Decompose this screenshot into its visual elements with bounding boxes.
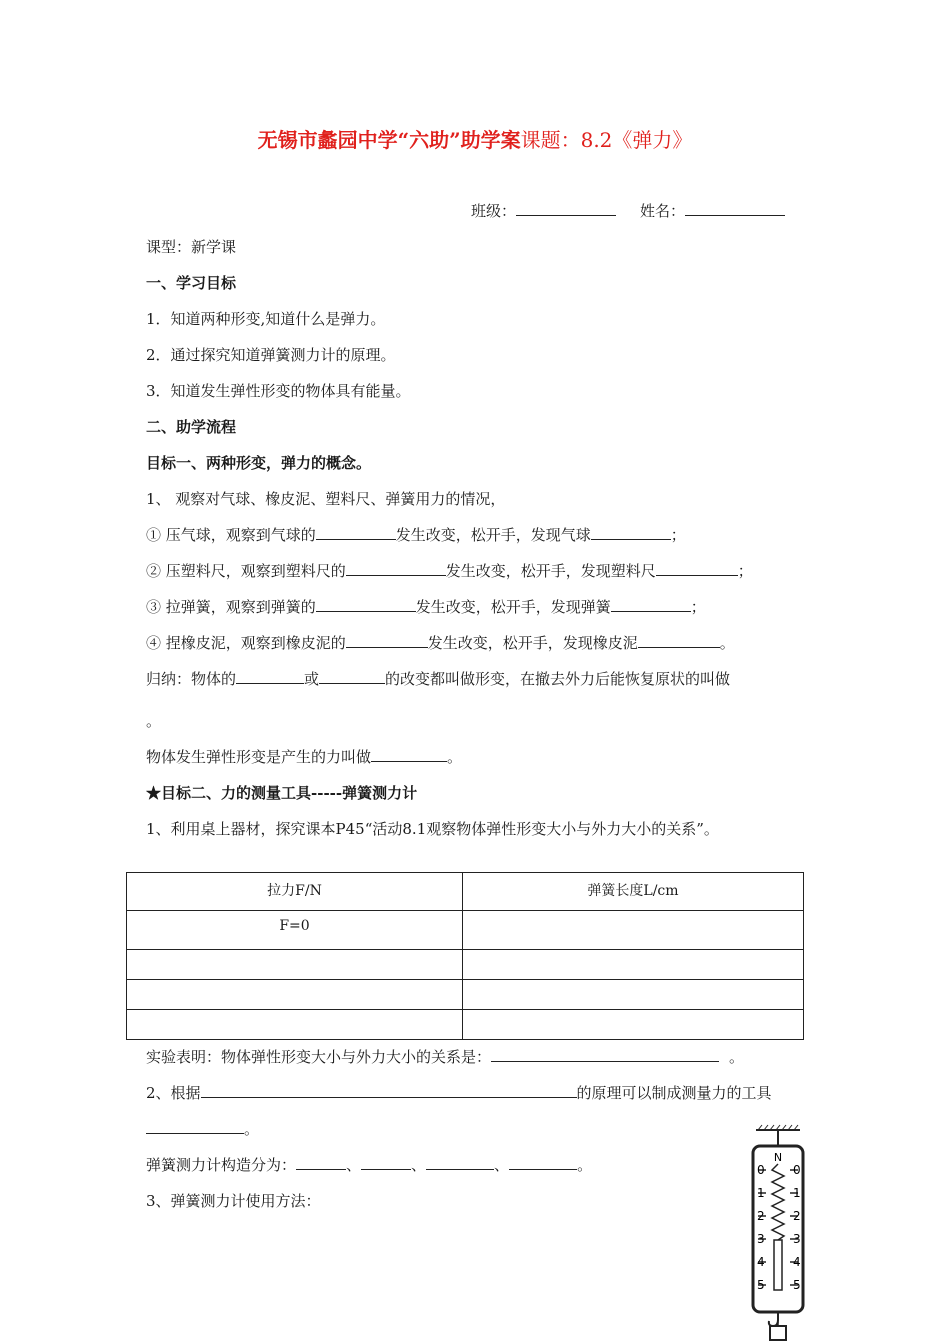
weight-block (770, 1326, 786, 1340)
bottom-hook (769, 1312, 778, 1326)
table-header-force: 拉力F/N (127, 873, 463, 911)
summary-end: 。 (146, 712, 162, 730)
elastic-a: 物体发生弹性形变是产生的力叫做 (146, 748, 372, 766)
summary-c: 的改变都叫做形变，在撤去外力后能恢复原状的叫做 (385, 670, 731, 688)
summary-b: 或 (304, 670, 320, 688)
question-3 (146, 1082, 772, 1103)
elastic-force-def (146, 746, 462, 767)
parts-blank-2[interactable] (361, 1155, 411, 1170)
spring-scale-figure (744, 1124, 812, 1342)
table-cell[interactable] (463, 911, 804, 950)
obs1-blank-2[interactable] (591, 525, 671, 540)
summary (146, 668, 730, 689)
scale-number: 3 (757, 1232, 765, 1246)
q3-a: 2、根据 (146, 1084, 201, 1102)
observation-3 (146, 596, 706, 617)
question-3-end (146, 1118, 259, 1139)
title-main: 无锡市蠡园中学“六助”助学案 (257, 128, 521, 152)
elastic-blank[interactable] (371, 747, 447, 762)
scale-number: 5 (757, 1278, 765, 1292)
observation-4 (146, 632, 735, 653)
scale-number: 0 (757, 1163, 765, 1177)
goal-1: 1．知道两种形变,知道什么是弹力。 (146, 310, 386, 328)
parts-a: 弹簧测力计构造分为： (146, 1156, 297, 1174)
section-heading-process: 二、助学流程 (146, 418, 237, 436)
summary-a: 归纳：物体的 (146, 670, 237, 688)
class-field[interactable] (471, 200, 616, 221)
obs1-blank-1[interactable] (316, 525, 396, 540)
table-row (127, 1010, 804, 1040)
scale-number: 4 (793, 1255, 801, 1269)
obs4-c: 。 (719, 634, 735, 652)
pointer-rod (774, 1240, 782, 1290)
table-cell[interactable] (463, 980, 804, 1010)
experiment-result (146, 1046, 744, 1067)
obs2-blank-1[interactable] (346, 561, 446, 576)
obs1-b: 发生改变，松开手，发现气球 (395, 526, 591, 544)
result-blank[interactable] (491, 1047, 719, 1062)
obs2-b: 发生改变，松开手，发现塑料尺 (445, 562, 656, 580)
table-row (127, 950, 804, 980)
q3-blank-1[interactable] (201, 1083, 577, 1098)
obs4-blank-2[interactable] (638, 633, 720, 648)
title-sub: 课题：8.2《弹力》 (520, 128, 693, 152)
obs3-a: ③ 拉弹簧，观察到弹簧的 (146, 598, 316, 616)
question-2: 1、利用桌上器材，探究课本P45“活动8.1观察物体弹性形变大小与外力大小的关系”。 (146, 820, 719, 838)
parts-sep: 、 (346, 1156, 362, 1174)
name-field[interactable] (640, 200, 785, 221)
obs2-a: ② 压塑料尺，观察到塑料尺的 (146, 562, 346, 580)
scale-number: 2 (757, 1209, 765, 1223)
table-header-length: 弹簧长度L/cm (463, 873, 804, 911)
scale-number: 0 (793, 1163, 801, 1177)
target-2-heading: ★目标二、力的测量工具-----弹簧测力计 (146, 784, 418, 802)
table-cell[interactable]: F=0 (127, 911, 463, 950)
summary-blank-2[interactable] (319, 669, 385, 684)
scale-number: 2 (793, 1209, 801, 1223)
target-1-heading: 目标一、两种形变，弹力的概念。 (146, 454, 372, 472)
class-blank[interactable] (516, 201, 616, 216)
obs1-a: ① 压气球，观察到气球的 (146, 526, 316, 544)
table-header-row (127, 873, 804, 911)
class-label: 班级： (471, 202, 517, 220)
parts-end: 。 (577, 1156, 593, 1174)
goal-3: 3．知道发生弹性形变的物体具有能量。 (146, 382, 411, 400)
scale-number: 3 (793, 1232, 801, 1246)
name-label: 姓名： (640, 202, 686, 220)
obs4-blank-1[interactable] (346, 633, 428, 648)
parts-blank-3[interactable] (426, 1155, 494, 1170)
parts-sep: 、 (411, 1156, 427, 1174)
scale-number: 1 (793, 1186, 801, 1200)
elastic-b: 。 (447, 748, 463, 766)
result-b: 。 (729, 1048, 745, 1066)
goal-2: 2．通过探究知道弹簧测力计的原理。 (146, 346, 396, 364)
obs4-b: 发生改变，松开手，发现橡皮泥 (427, 634, 638, 652)
table-cell[interactable] (463, 1010, 804, 1040)
table-row (127, 980, 804, 1010)
q3-blank-2[interactable] (146, 1119, 244, 1134)
page-title (0, 124, 950, 153)
table-row (127, 911, 804, 950)
obs3-blank-2[interactable] (611, 597, 691, 612)
scale-number: 5 (793, 1278, 801, 1292)
lesson-type: 课型：新学课 (146, 238, 237, 256)
question-4: 3、弹簧测力计使用方法： (146, 1192, 321, 1210)
obs3-blank-1[interactable] (316, 597, 416, 612)
q3-b: 的原理可以制成测量力的工具 (576, 1084, 772, 1102)
scale-number: 4 (757, 1255, 765, 1269)
unit-letter: N (773, 1151, 783, 1164)
obs2-c: ； (737, 562, 753, 580)
scale-number: 1 (757, 1186, 765, 1200)
q3-end: 。 (244, 1120, 260, 1138)
result-a: 实验表明：物体弹性形变大小与外力大小的关系是： (146, 1048, 492, 1066)
obs3-b: 发生改变，松开手，发现弹簧 (415, 598, 611, 616)
table-cell[interactable] (127, 950, 463, 980)
obs3-c: ； (690, 598, 706, 616)
section-heading-goals: 一、学习目标 (146, 274, 237, 292)
obs4-a: ④ 捏橡皮泥，观察到橡皮泥的 (146, 634, 346, 652)
meter-parts (146, 1154, 592, 1175)
summary-blank-1[interactable] (236, 669, 304, 684)
parts-sep: 、 (494, 1156, 510, 1174)
data-table (126, 872, 804, 1040)
parts-blank-4[interactable] (509, 1155, 577, 1170)
table-cell[interactable] (127, 1010, 463, 1040)
table-cell[interactable] (127, 980, 463, 1010)
parts-blank-1[interactable] (296, 1155, 346, 1170)
obs2-blank-2[interactable] (656, 561, 738, 576)
name-blank[interactable] (685, 201, 785, 216)
obs1-c: ； (670, 526, 686, 544)
question-1: 1、 观察对气球、橡皮泥、塑料尺、弹簧用力的情况， (146, 490, 506, 508)
table-cell[interactable] (463, 950, 804, 980)
observation-1 (146, 524, 686, 545)
observation-2 (146, 560, 753, 581)
